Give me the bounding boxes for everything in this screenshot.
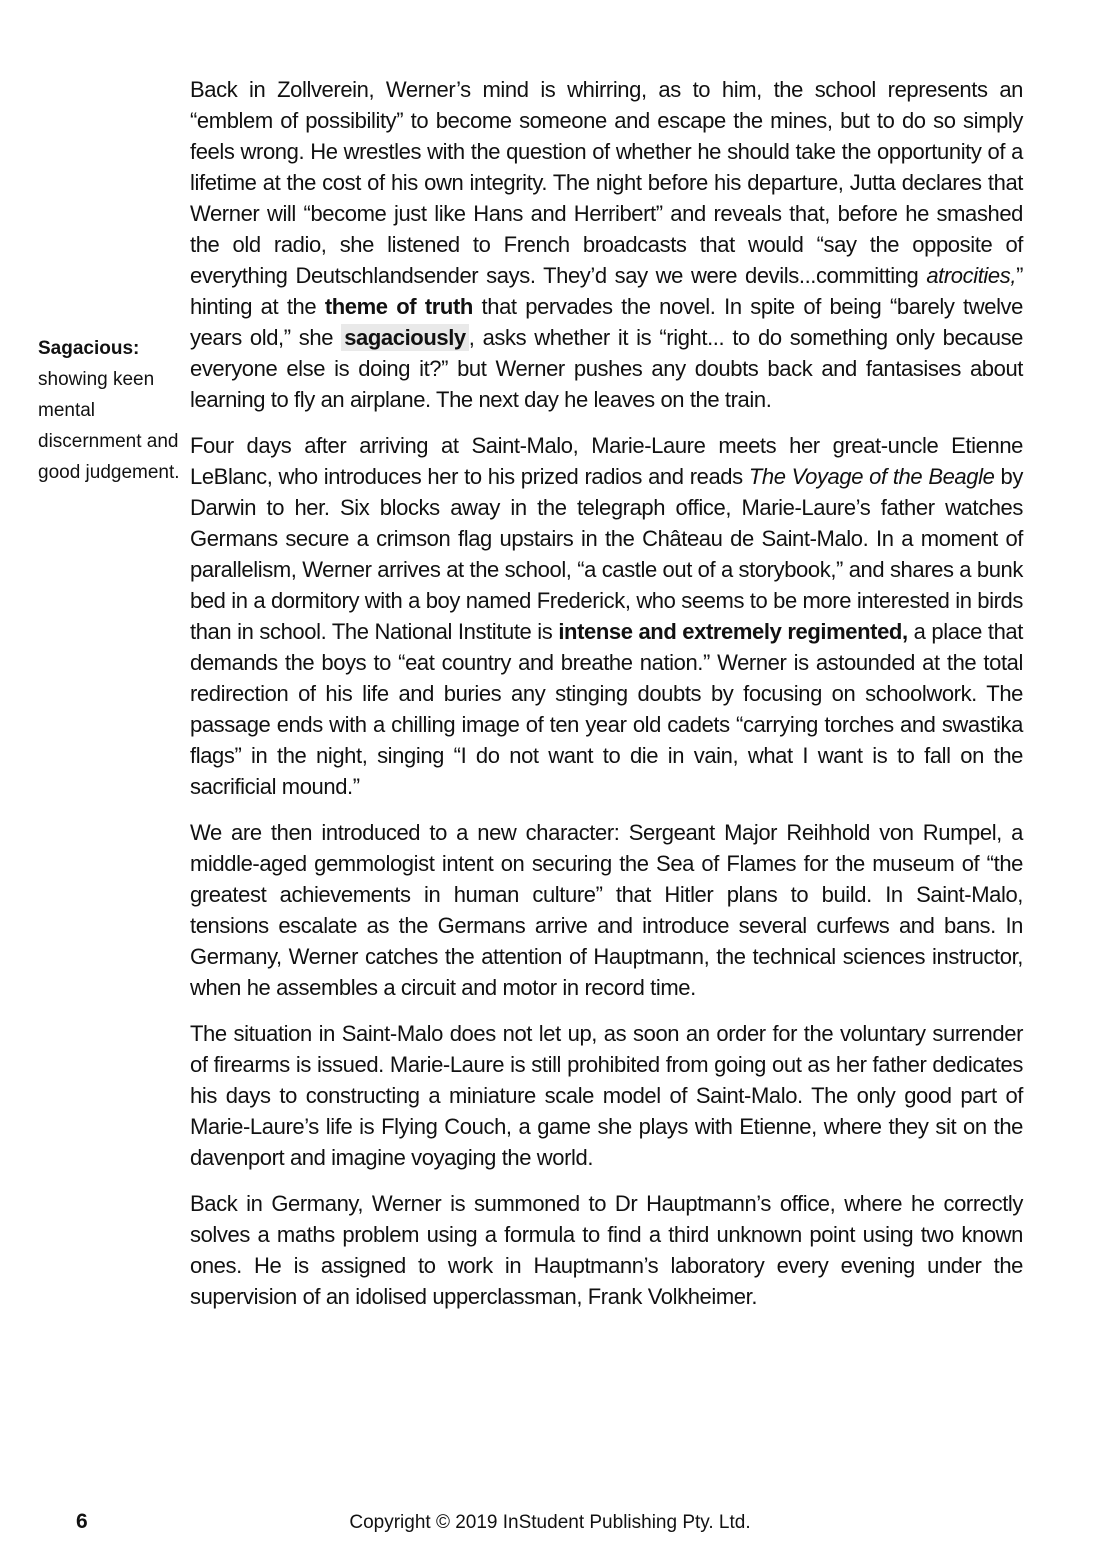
paragraph-1: Back in Zollverein, Werner’s mind is whirring, as to him, the school represents an “emblem of possibility” to become someone and escape the mines, but to do so simply feels wrong. He wrestles with the question of whether he should take the opportunity of a lifetime at the cost of his own integrity. The night before his departure, Jutta declares that Werner will “become just like Hans and Herribert” and reveals that, before he smashed the old radio, she listened to French broadcasts that would “say the opposite of everything Deutschlandsender says. They’d say we were devils...committing atrocities,” hinting at the theme of truth that pervades the novel. In spite of being “barely twelve years old,” she sagaciously , asks whether it is “right... to do something only because everyone else is doing it?” but Werner pushes any doubts back and fantasises about learning to fly an airplane. The next day he leaves on the train. bbox=[190, 77, 1023, 412]
copyright-notice: Copyright © 2019 InStudent Publishing Pty. Ltd. bbox=[349, 1512, 751, 1533]
margin-note bbox=[38, 333, 186, 488]
paragraph-3: We are then introduced to a new character: Sergeant Major Reihhold von Rumpel, a middle-aged gemmologist intent on securing the Sea of Flames for the museum of “the greatest achievements in human culture” that Hitler plans to build. In Saint-Malo, tensions escalate as the Germans arrive and introduce several curfews and bans. In Germany, Werner catches the attention of Hauptmann, the technical sciences instructor, when he assembles a circuit and motor in record time. bbox=[190, 820, 1023, 1000]
paragraph-4: The situation in Saint-Malo does not let up, as soon an order for the voluntary surrender of firearms is issued. Marie-Laure is still prohibited from going out as her father dedicates his days to constructing a miniature scale model of Saint-Malo. The only good part of Marie-Laure’s life is Flying Couch, a game she plays with Etienne, where they sit on the davenport and imagine voyaging the world. bbox=[190, 1021, 1023, 1170]
margin-note-term: Sagacious: bbox=[38, 338, 140, 359]
margin-note-definition: showing keen mental discernment and good judgement. bbox=[38, 369, 180, 483]
paragraph-2: Four days after arriving at Saint-Malo, Marie-Laure meets her great-uncle Etienne LeBlanc, who introduces her to his prized radios and reads The Voyage of the Beagle by Darwin to her. Six blocks away in the telegraph office, Marie-Laure’s father watches Germans secure a crimson flag upstairs in the Château de Saint-Malo. In a moment of parallelism, Werner arrives at the school, “a castle out of a storybook,” and shares a bunk bed in a dormitory with a boy named Frederick, who seems to be more interested in birds than in school. The National Institute is intense and extremely regimented, a place that demands the boys to “eat country and breathe nation.” Werner is astounded at the total redirection of his life and buries any stinging doubts by focusing on schoolwork. The passage ends with a chilling image of ten year old cadets “carrying torches and swastika flags” in the night, singing “I do not want to die in vain, what I want is to fall on the sacrificial mound.” bbox=[190, 433, 1023, 799]
body-text bbox=[190, 74, 1023, 1327]
page-number: 6 bbox=[76, 1510, 88, 1533]
paragraph-5: Back in Germany, Werner is summoned to Dr Hauptmann’s office, where he correctly solves a maths problem using a formula to find a third unknown point using two known ones. He is assigned to work in Hauptmann’s laboratory every evening under the supervision of an idolised upperclassman, Frank Volkheimer. bbox=[190, 1191, 1023, 1309]
